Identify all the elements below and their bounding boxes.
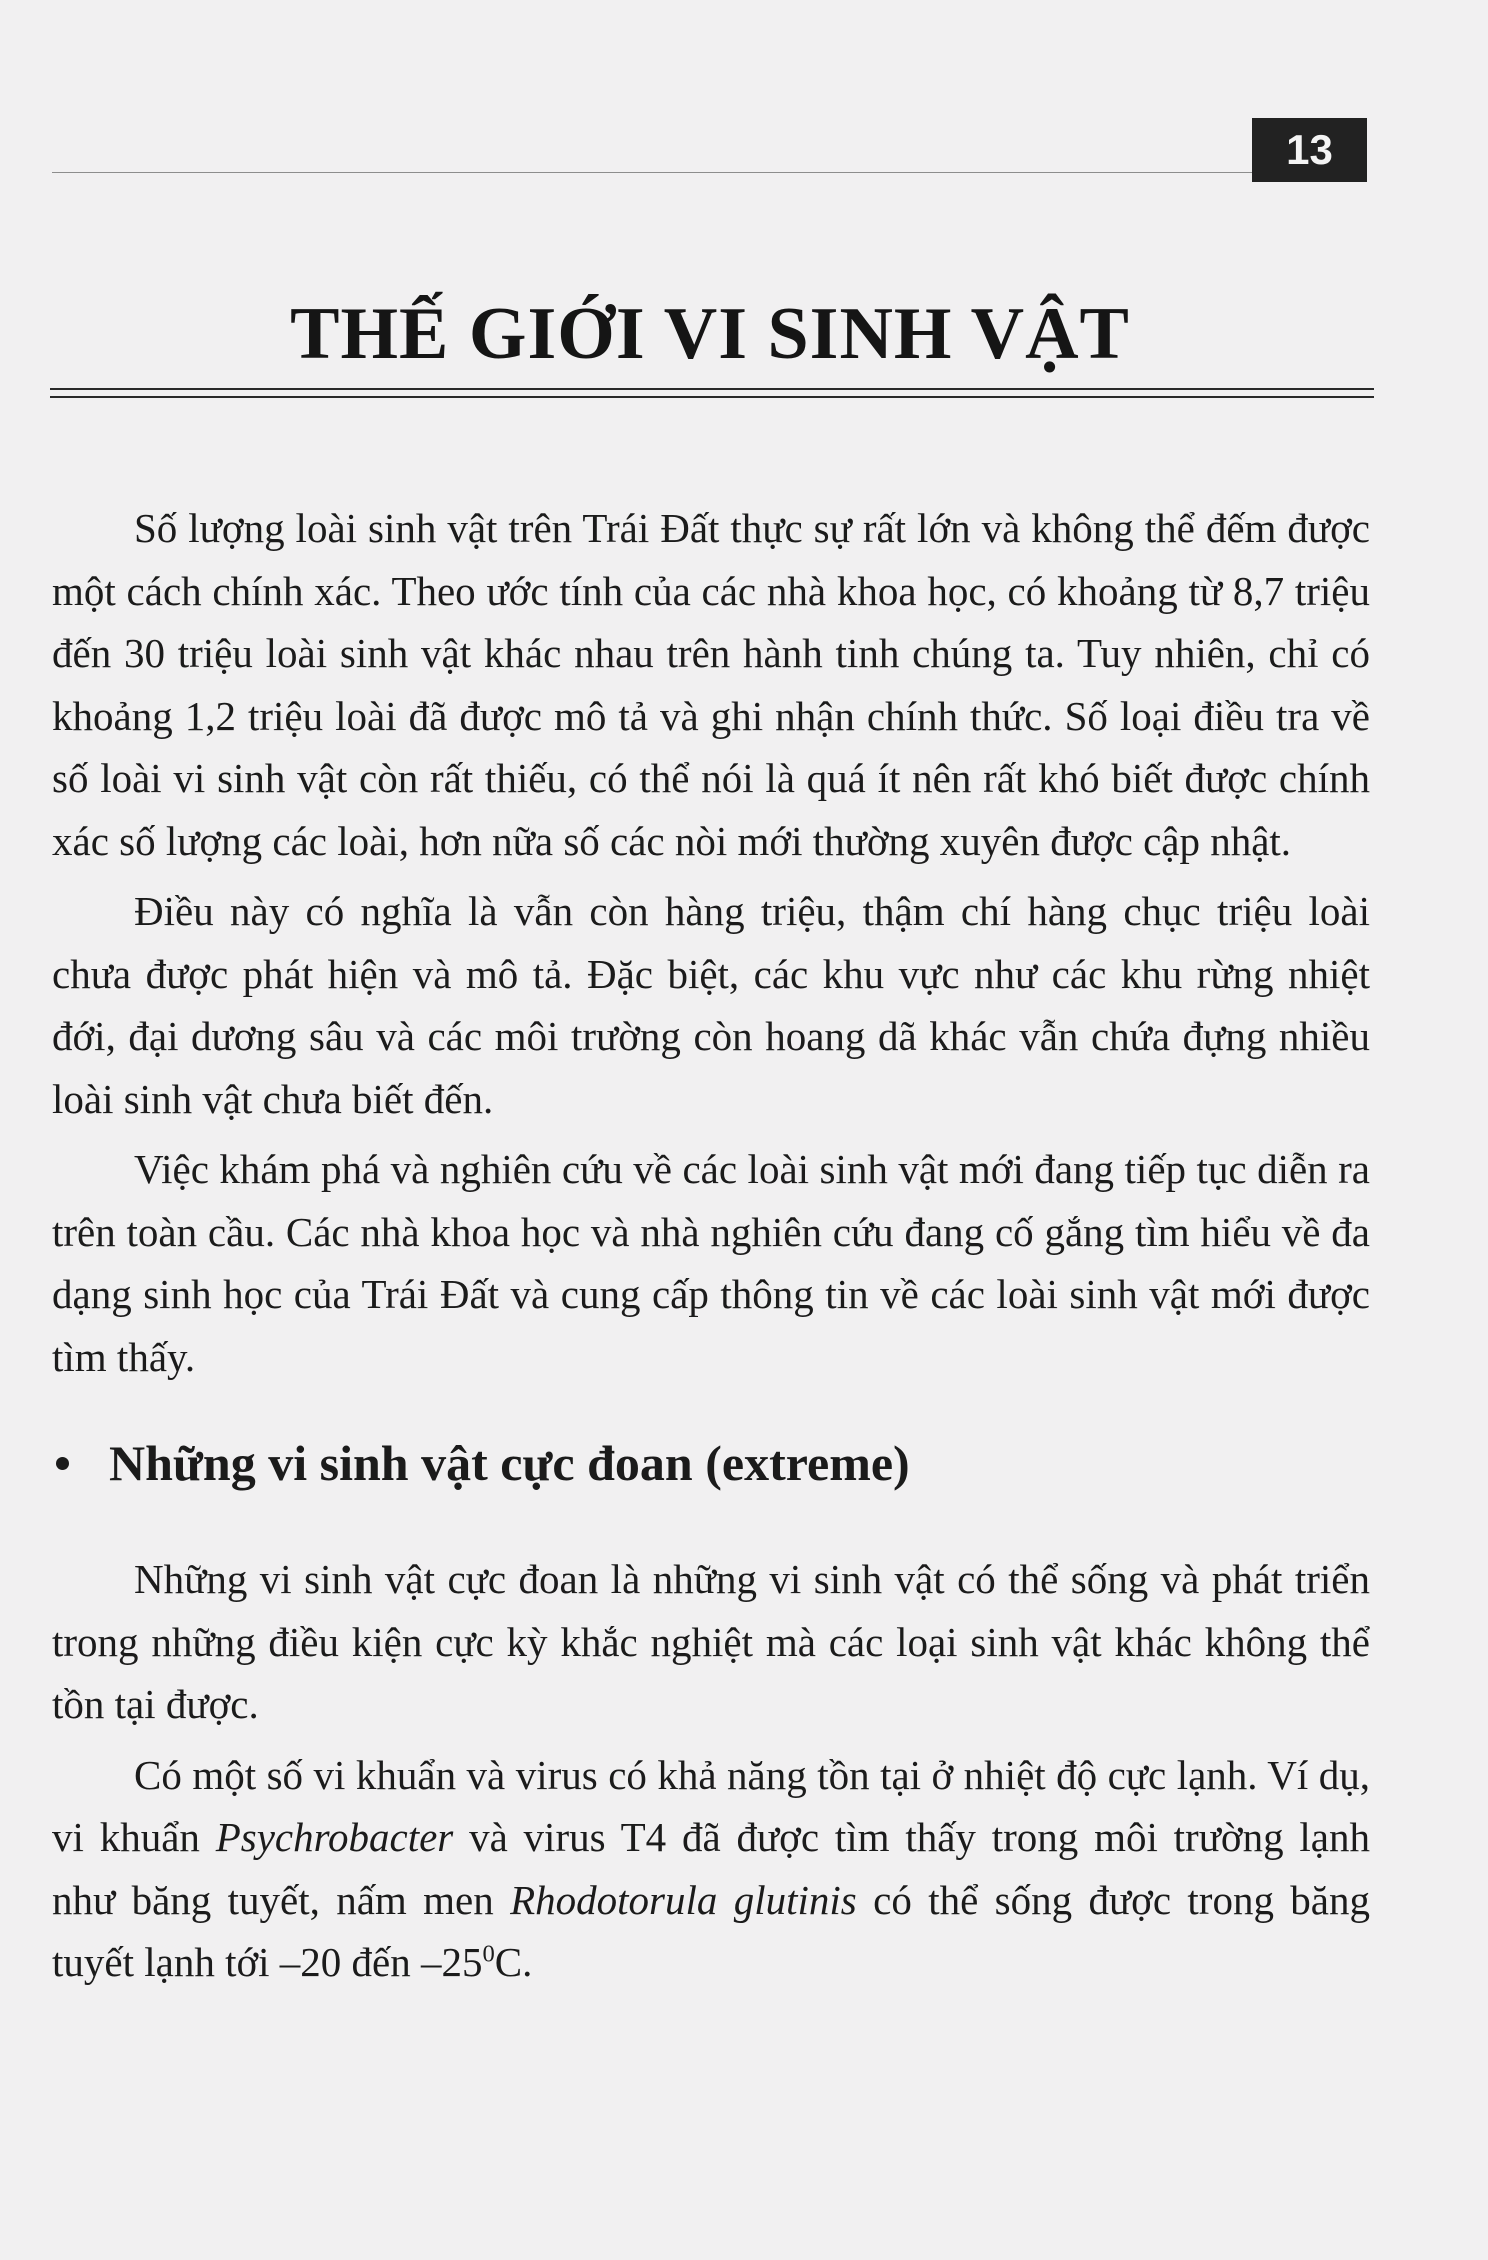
- section-heading: [52, 1432, 1370, 1494]
- section-heading-text: Những vi sinh vật cực đoan (extreme): [109, 1435, 910, 1491]
- paragraph: Những vi sinh vật cực đoan là những vi sinh vật có thể sống và phát triển trong những điều kiện cực kỳ khắc nghiệt mà các loại sinh vật khác không thể tồn tại được.: [52, 1556, 1370, 1727]
- paragraph-text: và virus T4 đã được tìm thấy trong môi trường lạnh như băng tuyết, nấm men: [52, 1814, 1370, 1923]
- paragraph: [52, 1744, 1370, 1994]
- species-name: Psychrobacter: [215, 1814, 454, 1860]
- species-name: Rhodotorula glutinis: [510, 1876, 857, 1923]
- header-rule: [52, 172, 1252, 173]
- temperature-unit: C.: [494, 1939, 533, 1985]
- page-number: 13: [1252, 118, 1367, 182]
- paragraph: Điều này có nghĩa là vẫn còn hàng triệu, thậm chí hàng chục triệu loài chưa được phát hiện và mô tả. Đặc biệt, các khu vực như các khu rừng nhiệt đới, đại dương sâu và các môi trường còn hoang dã khác vẫn chứa đựng nhiều loài sinh vật chưa biết đến.: [52, 888, 1370, 1122]
- paragraph: Việc khám phá và nghiên cứu về các loài sinh vật mới đang tiếp tục diễn ra trên toàn cầu. Các nhà khoa học và nhà nghiên cứu đang cố gắng tìm hiểu về đa dạng sinh học của Trái Đất và cung cấp thông tin về các loài sinh vật mới được tìm thấy.: [52, 1146, 1370, 1380]
- degree-superscript: 0: [482, 1940, 495, 1968]
- paragraph-text: Có một số vi khuẩn và virus có khả năng tồn tại ở nhiệt độ cực lạnh. Ví dụ, vi khuẩn: [52, 1751, 1370, 1860]
- title-double-rule: [50, 388, 1374, 398]
- paragraph-text: có thể sống được trong băng tuyết lạnh tới –20 đến –25: [52, 1876, 1370, 1985]
- paragraph: Số lượng loài sinh vật trên Trái Đất thực sự rất lớn và không thể đếm được một cách chính xác. Theo ước tính của các nhà khoa học, có khoảng từ 8,7 triệu đến 30 triệu loài sinh vật khác nhau trên hành tinh chúng ta. Tuy nhiên, chỉ có khoảng 1,2 triệu loài đã được mô tả và ghi nhận chính thức. Số loại điều tra về số loài vi sinh vật còn rất thiếu, có thể nói là quá ít nên rất khó biết được chính xác số lượng các loài, hơn nữa số các nòi mới thường xuyên được cập nhật.: [52, 505, 1370, 864]
- chapter-title: THẾ GIỚI VI SINH VẬT: [290, 293, 1130, 375]
- bullet-icon: [56, 1457, 69, 1470]
- body-text: [52, 497, 1370, 2002]
